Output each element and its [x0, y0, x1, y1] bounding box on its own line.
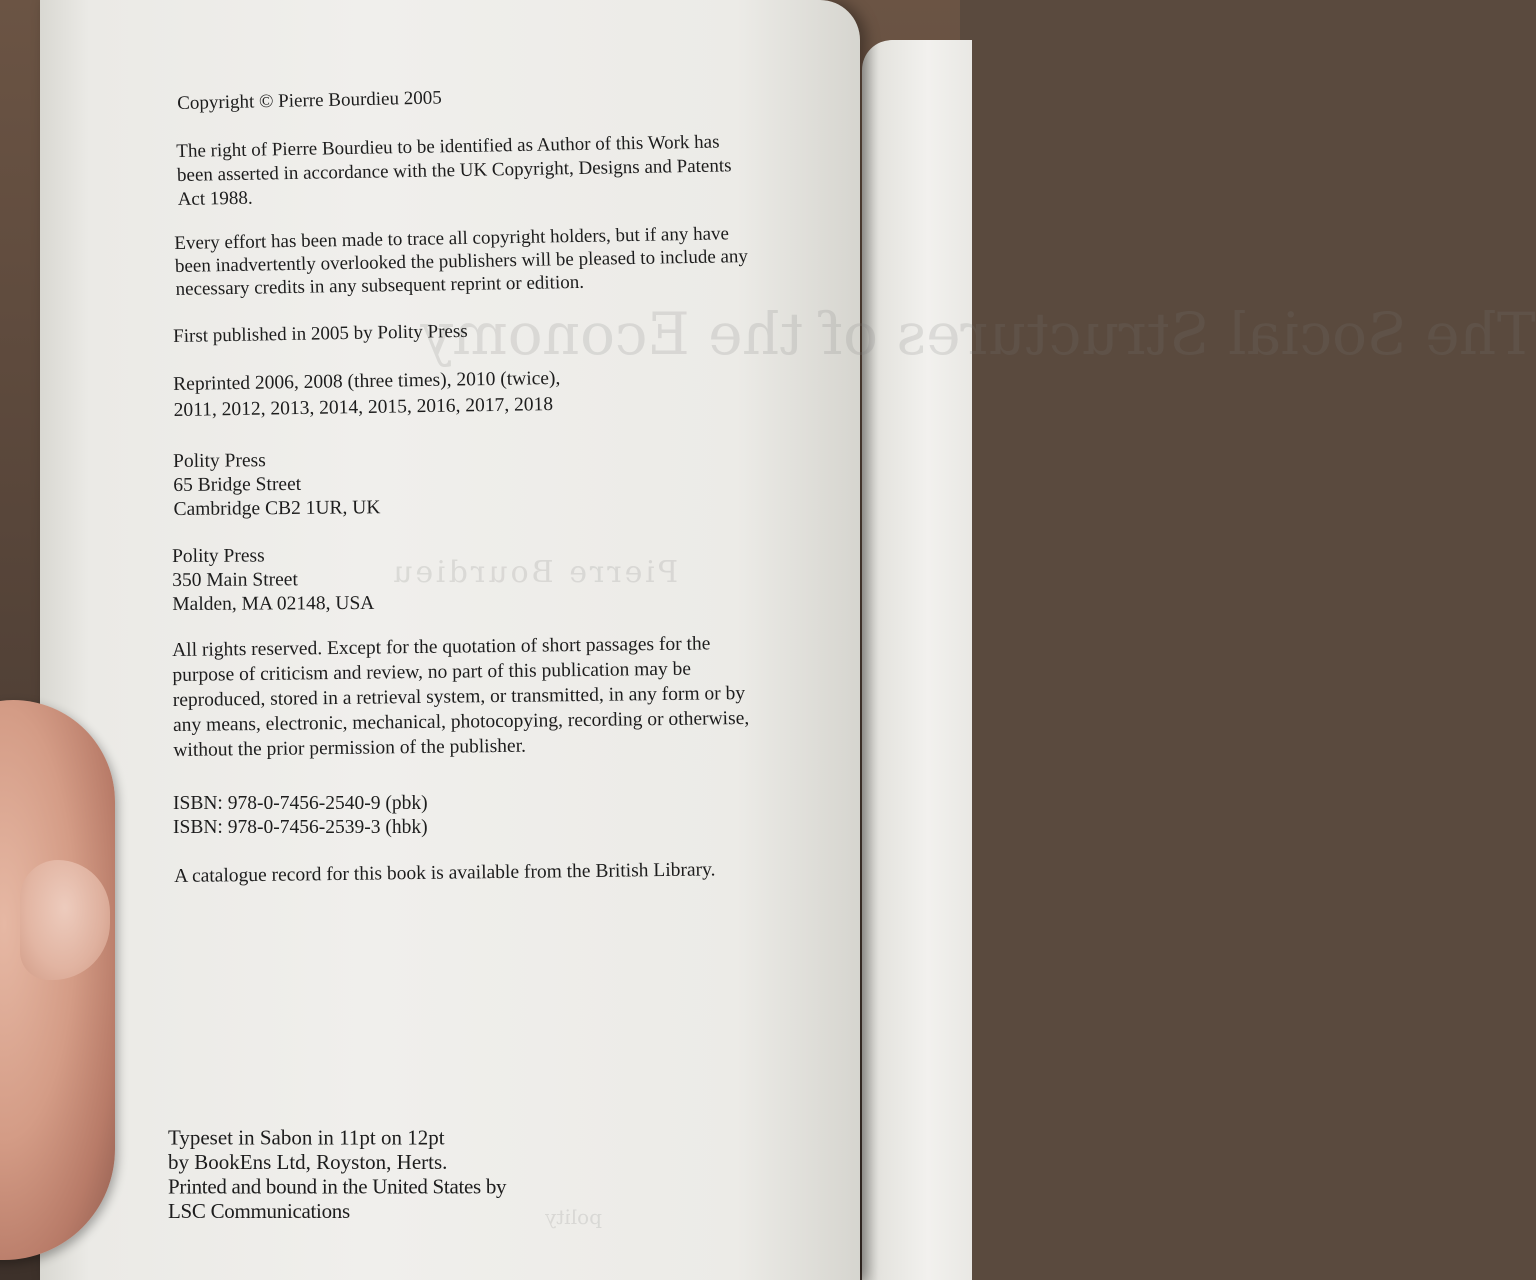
isbn-line: ISBN: 978-0-7456-2540-9 (pbk) [173, 793, 428, 814]
show-through-publisher: polity [545, 1205, 602, 1229]
first-published-line: First published in 2005 by Polity Press [173, 320, 468, 347]
moral-rights-line: Act 1988. [177, 187, 253, 210]
catalogue-record-line: A catalogue record for this book is available from the British Library. [174, 859, 716, 887]
address-uk-line: Cambridge CB2 1UR, UK [173, 497, 381, 520]
moral-rights-notice [176, 130, 733, 212]
reprint-line: Reprinted 2006, 2008 (three times), 2010 (twice), [173, 367, 561, 395]
typeset-line: by BookEns Ltd, Royston, Herts. [168, 1149, 448, 1174]
next-page-edge [862, 40, 972, 1280]
copyright-line: Copyright © Pierre Bourdieu 2005 [177, 87, 442, 114]
reprint-history [173, 366, 561, 424]
isbn-line: ISBN: 978-0-7456-2539-3 (hbk) [173, 817, 428, 838]
typeset-printing-info [168, 1125, 506, 1223]
effort-line: necessary credits in any subsequent reprint or edition. [175, 271, 585, 300]
typeset-line: Printed and bound in the United States by [168, 1173, 507, 1199]
typeset-line: Typeset in Sabon in 11pt on 12pt [168, 1125, 445, 1150]
address-us-line: Malden, MA 02148, USA [172, 592, 375, 615]
moral-rights-line: been asserted in accordance with the UK Copyright, Designs and Patents [176, 155, 732, 186]
address-uk [173, 448, 381, 522]
show-through-author: Pierre Bourdieu [390, 555, 679, 590]
reprint-line: 2011, 2012, 2013, 2014, 2015, 2016, 2017, 2018 [173, 394, 554, 421]
copyright-holders-notice [174, 222, 749, 301]
rights-line: All rights reserved. Except for the quotation of short passages for the [172, 633, 711, 661]
rights-line: purpose of criticism and review, no part of this publication may be [172, 658, 692, 686]
show-through-title: The Social Structures of the Economy [420, 300, 1536, 368]
isbn-block [173, 792, 428, 840]
rights-line: reproduced, stored in a retrieval system, or transmitted, in any form or by [172, 683, 746, 711]
thumb [0, 700, 115, 1260]
address-us-line: Polity Press [172, 545, 265, 567]
moral-rights-line: The right of Pierre Bourdieu to be identified as Author of this Work has [176, 131, 720, 162]
address-us-line: 350 Main Street [172, 569, 298, 591]
address-uk-line: 65 Bridge Street [173, 473, 302, 496]
rights-line: without the prior permission of the publisher. [173, 735, 527, 761]
address-uk-line: Polity Press [173, 450, 266, 472]
effort-line: been inadvertently overlooked the publishers will be pleased to include any [174, 245, 749, 277]
rights-reserved-notice [172, 631, 750, 763]
address-us [172, 544, 374, 617]
effort-line: Every effort has been made to trace all copyright holders, but if any have [174, 223, 730, 254]
rights-line: any means, electronic, mechanical, photocopying, recording or otherwise, [172, 707, 750, 736]
typeset-line: LSC Communications [168, 1198, 350, 1223]
